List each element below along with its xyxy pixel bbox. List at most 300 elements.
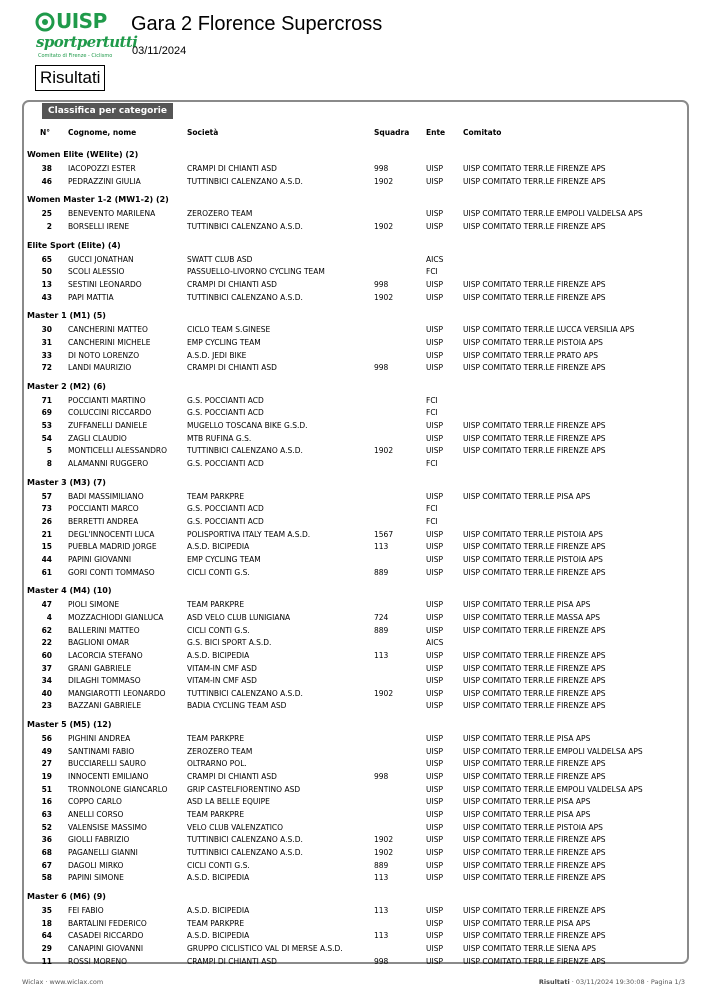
cell-com: UISP COMITATO TERR.LE FIRENZE APS [463, 847, 606, 857]
cell-n: 21 [41, 529, 52, 539]
cell-com: UISP COMITATO TERR.LE FIRENZE APS [463, 688, 606, 698]
table-row [0, 529, 707, 541]
cell-n: 29 [41, 943, 52, 953]
cell-sq: 1902 [374, 292, 394, 302]
cell-ente: UISP [426, 822, 443, 832]
table-row [0, 503, 707, 515]
cell-n: 30 [41, 325, 52, 335]
cell-name: TRONNOLONE GIANCARLO [68, 784, 168, 794]
cell-ente: UISP [426, 734, 443, 744]
cell-name: PUEBLA MADRID JORGE [68, 542, 157, 552]
cell-n: 8 [46, 459, 52, 469]
table-row [0, 337, 707, 349]
table-row [0, 362, 707, 374]
cell-ente: UISP [426, 363, 443, 373]
col-num: N° [40, 128, 51, 137]
table-row [0, 834, 707, 846]
cell-com: UISP COMITATO TERR.LE EMPOLI VALDELSA APS [463, 746, 643, 756]
cell-name: POCCIANTI MARCO [68, 504, 139, 514]
cell-ente: UISP [426, 847, 443, 857]
cell-n: 58 [41, 873, 52, 883]
cell-ente: UISP [426, 835, 443, 845]
cell-n: 23 [41, 701, 52, 711]
cell-ente: UISP [426, 772, 443, 782]
cell-name: ALAMANNI RUGGERO [68, 459, 149, 469]
cell-n: 53 [41, 421, 52, 431]
cell-soc: CRAMPI DI CHIANTI ASD [187, 164, 277, 173]
table-header [0, 128, 707, 140]
cell-ente: UISP [426, 663, 443, 673]
cell-ente: UISP [426, 797, 443, 807]
cell-ente: UISP [426, 325, 443, 335]
table-row [0, 516, 707, 528]
cell-n: 13 [41, 279, 52, 289]
cell-soc: EMP CYCLING TEAM [187, 337, 261, 347]
cell-n: 15 [41, 542, 52, 552]
cell-name: CANAPINI GIOVANNI [68, 943, 144, 953]
table-row [0, 771, 707, 783]
table-row [0, 567, 707, 579]
cell-n: 47 [41, 600, 52, 610]
cell-soc: TEAM PARKPRE [187, 810, 245, 819]
cell-name: PIGHINI ANDREA [68, 734, 131, 744]
cell-n: 36 [41, 835, 52, 845]
cell-ente: UISP [426, 625, 443, 635]
cell-name: MOZZACHIODI GIANLUCA [68, 612, 164, 622]
cell-ente: UISP [426, 421, 443, 431]
cell-soc: SWATT CLUB ASD [187, 254, 253, 264]
cell-soc: A.S.D. BICIPEDIA [187, 905, 250, 915]
cell-soc: CRAMPI DI CHIANTI ASD [187, 279, 277, 289]
cell-soc: MUGELLO TOSCANA BIKE G.S.D. [187, 421, 308, 431]
cell-soc: A.S.D. JEDI BIKE [187, 350, 247, 360]
cell-n: 26 [41, 517, 52, 526]
cell-soc: CICLI CONTI G.S. [187, 625, 250, 635]
cell-com: UISP COMITATO TERR.LE PISTOIA APS [463, 822, 603, 832]
cell-soc: TUTTINBICI CALENZANO A.S.D. [187, 688, 303, 698]
cell-soc: TUTTINBICI CALENZANO A.S.D. [187, 292, 303, 302]
table-row [0, 266, 707, 278]
cell-com: UISP COMITATO TERR.LE PISTOIA APS [463, 529, 603, 539]
cell-ente: UISP [426, 337, 443, 347]
cell-name: GRANI GABRIELE [68, 663, 132, 673]
cell-n: 27 [41, 759, 52, 769]
cell-soc: GRUPPO CICLISTICO VAL DI MERSE A.S.D. [187, 943, 343, 953]
cell-sq: 1902 [374, 688, 394, 698]
cell-name: SCOLI ALESSIO [68, 267, 125, 277]
table-row [0, 860, 707, 872]
table-row [0, 918, 707, 930]
col-ente: Ente [426, 128, 446, 137]
cell-soc: ZEROZERO TEAM [187, 209, 253, 219]
cell-name: BADI MASSIMILIANO [68, 491, 144, 501]
table-row [0, 796, 707, 808]
cell-ente: UISP [426, 943, 443, 953]
table-row [0, 784, 707, 796]
footer-right [539, 978, 685, 986]
cell-ente: FCI [426, 395, 438, 405]
cell-com: UISP COMITATO TERR.LE FIRENZE APS [463, 701, 606, 711]
cell-com: UISP COMITATO TERR.LE FIRENZE APS [463, 421, 606, 431]
cell-com: UISP COMITATO TERR.LE PISA APS [463, 600, 591, 610]
cell-n: 54 [41, 433, 52, 443]
cell-name: GORI CONTI TOMMASO [68, 567, 155, 577]
cell-soc: ZEROZERO TEAM [187, 746, 253, 756]
cell-soc: TEAM PARKPRE [187, 918, 245, 928]
cell-com: UISP COMITATO TERR.LE FIRENZE APS [463, 279, 606, 289]
cell-sq: 1902 [374, 221, 394, 231]
table-row [0, 612, 707, 624]
cell-ente: UISP [426, 350, 443, 360]
table-row [0, 541, 707, 553]
table-row [0, 163, 707, 175]
cell-ente: UISP [426, 433, 443, 443]
cell-n: 51 [41, 784, 52, 794]
logo-subtitle: Comitato di Firenze - Ciclismo [38, 53, 113, 59]
cell-name: GIOLLI FABRIZIO [68, 835, 130, 845]
category-title: Master 3 (M3) (7) [27, 477, 106, 487]
cell-ente: UISP [426, 612, 443, 622]
cell-sq: 998 [374, 279, 389, 289]
uisp-swirl-icon [34, 11, 56, 33]
table-row [0, 279, 707, 291]
cell-ente: UISP [426, 931, 443, 941]
cell-n: 11 [41, 956, 52, 966]
cell-soc: G.S. POCCIANTI ACD [187, 504, 264, 514]
footer-left: Wiclax · www.wiclax.com [22, 978, 104, 986]
cell-name: INNOCENTI EMILIANO [68, 772, 149, 782]
cell-name: PAGANELLI GIANNI [68, 847, 138, 857]
cell-soc: G.S. POCCIANTI ACD [187, 517, 264, 526]
cell-soc: TUTTINBICI CALENZANO A.S.D. [187, 176, 303, 186]
cell-name: FEI FABIO [68, 905, 104, 915]
cell-n: 19 [41, 772, 52, 782]
cell-com: UISP COMITATO TERR.LE PISTOIA APS [463, 554, 603, 564]
cell-ente: FCI [426, 504, 438, 514]
cell-soc: TUTTINBICI CALENZANO A.S.D. [187, 835, 303, 845]
cell-ente: UISP [426, 292, 443, 302]
cell-n: 52 [41, 822, 52, 832]
category-title: Master 5 (M5) (12) [27, 720, 112, 730]
category-title: Women Elite (WElite) (2) [27, 150, 139, 159]
panel-tab: Classifica per categorie [42, 103, 173, 119]
cell-name: PAPI MATTIA [68, 292, 114, 302]
col-society: Società [187, 128, 219, 137]
cell-ente: UISP [426, 701, 443, 711]
cell-com: UISP COMITATO TERR.LE FIRENZE APS [463, 164, 606, 173]
col-name: Cognome, nome [68, 128, 137, 137]
cell-name: DAGOLI MIRKO [68, 860, 124, 870]
cell-ente: UISP [426, 650, 443, 660]
cell-soc: CICLO TEAM S.GINESE [187, 325, 271, 335]
cell-soc: TUTTINBICI CALENZANO A.S.D. [187, 221, 303, 231]
cell-ente: FCI [426, 517, 438, 526]
cell-name: ZUFFANELLI DANIELE [68, 421, 148, 431]
cell-soc: BADIA CYCLING TEAM ASD [187, 701, 287, 711]
cell-sq: 1902 [374, 835, 394, 845]
cell-name: MANGIAROTTI LEONARDO [68, 688, 166, 698]
table-row [0, 733, 707, 745]
table-row [0, 407, 707, 419]
cell-soc: EMP CYCLING TEAM [187, 554, 261, 564]
cell-n: 18 [41, 918, 52, 928]
cell-name: LANDI MAURIZIO [68, 363, 132, 373]
cell-ente: UISP [426, 446, 443, 456]
table-row [0, 943, 707, 955]
cell-ente: UISP [426, 491, 443, 501]
cell-name: IACOPOZZI ESTER [68, 164, 136, 173]
cell-com: UISP COMITATO TERR.LE FIRENZE APS [463, 446, 606, 456]
category-title: Master 6 (M6) (9) [27, 891, 106, 901]
cell-n: 33 [41, 350, 52, 360]
table-row [0, 746, 707, 758]
table-row [0, 420, 707, 432]
cell-soc: CRAMPI DI CHIANTI ASD [187, 772, 277, 782]
cell-soc: G.S. POCCIANTI ACD [187, 459, 264, 469]
cell-n: 62 [41, 625, 52, 635]
cell-com: UISP COMITATO TERR.LE PISA APS [463, 918, 591, 928]
cell-sq: 113 [374, 650, 389, 660]
cell-soc: CICLI CONTI G.S. [187, 567, 250, 577]
cell-n: 22 [41, 638, 52, 648]
cell-ente: UISP [426, 810, 443, 819]
table-row [0, 905, 707, 917]
cell-com: UISP COMITATO TERR.LE FIRENZE APS [463, 676, 606, 686]
cell-n: 65 [41, 254, 52, 264]
cell-com: UISP COMITATO TERR.LE PISA APS [463, 810, 591, 819]
table-row [0, 650, 707, 662]
cell-sq: 889 [374, 625, 389, 635]
cell-sq: 113 [374, 905, 389, 915]
cell-name: DILAGHI TOMMASO [68, 676, 141, 686]
cell-com: UISP COMITATO TERR.LE SIENA APS [463, 943, 597, 953]
cell-soc: CRAMPI DI CHIANTI ASD [187, 956, 277, 966]
cell-n: 16 [41, 797, 52, 807]
cell-n: 31 [41, 337, 52, 347]
cell-com: UISP COMITATO TERR.LE EMPOLI VALDELSA APS [463, 209, 643, 219]
cell-name: MONTICELLI ALESSANDRO [68, 446, 168, 456]
col-committee: Comitato [463, 128, 502, 137]
table-row [0, 822, 707, 834]
cell-name: SESTINI LEONARDO [68, 279, 142, 289]
cell-com: UISP COMITATO TERR.LE PISA APS [463, 797, 591, 807]
cell-n: 49 [41, 746, 52, 756]
cell-name: SANTINAMI FABIO [68, 746, 135, 756]
category-title: Master 4 (M4) (10) [27, 586, 112, 596]
logo-name: UISP [56, 9, 107, 33]
cell-com: UISP COMITATO TERR.LE FIRENZE APS [463, 956, 606, 966]
cell-n: 72 [41, 363, 52, 373]
cell-name: POCCIANTI MARTINO [68, 395, 146, 405]
cell-name: VALENSISE MASSIMO [68, 822, 147, 832]
cell-soc: A.S.D. BICIPEDIA [187, 542, 250, 552]
cell-n: 73 [41, 504, 52, 514]
cell-com: UISP COMITATO TERR.LE PISA APS [463, 734, 591, 744]
cell-ente: UISP [426, 688, 443, 698]
cell-ente: UISP [426, 529, 443, 539]
cell-soc: MTB RUFINA G.S. [187, 433, 252, 443]
cell-ente: UISP [426, 873, 443, 883]
cell-n: 50 [41, 267, 52, 277]
table-row [0, 554, 707, 566]
cell-ente: UISP [426, 600, 443, 610]
cell-ente: UISP [426, 784, 443, 794]
table-row [0, 809, 707, 821]
table-row [0, 458, 707, 470]
cell-ente: UISP [426, 956, 443, 966]
cell-com: UISP COMITATO TERR.LE FIRENZE APS [463, 292, 606, 302]
cell-sq: 889 [374, 860, 389, 870]
cell-n: 5 [46, 446, 52, 456]
table-row [0, 599, 707, 611]
cell-n: 60 [41, 650, 52, 660]
table-row [0, 663, 707, 675]
table-row [0, 445, 707, 457]
cell-soc: TEAM PARKPRE [187, 491, 245, 501]
cell-com: UISP COMITATO TERR.LE LUCCA VERSILIA APS [463, 325, 635, 335]
cell-ente: UISP [426, 567, 443, 577]
table-row [0, 625, 707, 637]
cell-com: UISP COMITATO TERR.LE FIRENZE APS [463, 873, 606, 883]
cell-sq: 113 [374, 542, 389, 552]
cell-name: CASADEI RICCARDO [68, 931, 144, 941]
cell-sq: 724 [374, 612, 389, 622]
cell-ente: UISP [426, 164, 443, 173]
cell-name: COLUCCINI RICCARDO [68, 408, 152, 418]
cell-sq: 1902 [374, 176, 394, 186]
cell-ente: UISP [426, 542, 443, 552]
page-title: Gara 2 Florence Supercross [131, 13, 383, 35]
cell-name: ANELLI CORSO [68, 810, 124, 819]
cell-ente: UISP [426, 221, 443, 231]
table-row [0, 350, 707, 362]
cell-com: UISP COMITATO TERR.LE FIRENZE APS [463, 931, 606, 941]
cell-name: BALLERINI MATTEO [68, 625, 140, 635]
cell-com: UISP COMITATO TERR.LE FIRENZE APS [463, 650, 606, 660]
cell-name: LACORCIA STEFANO [68, 650, 143, 660]
table-row [0, 872, 707, 884]
cell-ente: UISP [426, 176, 443, 186]
cell-ente: FCI [426, 459, 438, 469]
cell-ente: UISP [426, 905, 443, 915]
table-row [0, 433, 707, 445]
cell-ente: FCI [426, 267, 438, 277]
footer-info: · 03/11/2024 19:30:08 · Pagina 1/3 [569, 978, 685, 986]
cell-name: ROSSI MORENO [68, 956, 128, 966]
col-team: Squadra [374, 128, 410, 137]
cell-sq: 998 [374, 956, 389, 966]
cell-soc: ASD LA BELLE EQUIPE [187, 797, 270, 807]
cell-ente: UISP [426, 554, 443, 564]
cell-soc: VITAM-IN CMF ASD [187, 663, 257, 673]
cell-soc: A.S.D. BICIPEDIA [187, 931, 250, 941]
table-row [0, 847, 707, 859]
table-row [0, 176, 707, 188]
table-row [0, 395, 707, 407]
cell-n: 37 [41, 663, 52, 673]
cell-soc: VELO CLUB VALENZATICO [187, 822, 284, 832]
cell-com: UISP COMITATO TERR.LE FIRENZE APS [463, 567, 606, 577]
cell-sq: 113 [374, 931, 389, 941]
cell-name: CANCHERINI MATTEO [68, 325, 148, 335]
category-title: Women Master 1-2 (MW1-2) (2) [27, 195, 169, 205]
cell-name: BUCCIARELLI SAURO [68, 759, 146, 769]
cell-com: UISP COMITATO TERR.LE FIRENZE APS [463, 835, 606, 845]
cell-n: 4 [46, 612, 52, 622]
cell-sq: 998 [374, 772, 389, 782]
cell-com: UISP COMITATO TERR.LE FIRENZE APS [463, 772, 606, 782]
cell-ente: FCI [426, 408, 438, 418]
cell-n: 25 [41, 209, 52, 219]
cell-ente: AICS [426, 638, 444, 648]
cell-ente: UISP [426, 860, 443, 870]
cell-soc: PASSUELLO-LIVORNO CYCLING TEAM [187, 267, 325, 277]
cell-sq: 1902 [374, 446, 394, 456]
cell-com: UISP COMITATO TERR.LE FIRENZE APS [463, 759, 606, 769]
cell-soc: VITAM-IN CMF ASD [187, 676, 257, 686]
cell-com: UISP COMITATO TERR.LE PRATO APS [463, 350, 599, 360]
cell-n: 44 [41, 554, 52, 564]
cell-sq: 1567 [374, 529, 394, 539]
cell-n: 68 [41, 847, 52, 857]
cell-n: 71 [41, 395, 52, 405]
cell-n: 64 [41, 931, 52, 941]
cell-n: 40 [41, 688, 52, 698]
table-row [0, 208, 707, 220]
cell-name: DEGL'INNOCENTI LUCA [68, 529, 155, 539]
cell-com: UISP COMITATO TERR.LE FIRENZE APS [463, 542, 606, 552]
table-row [0, 930, 707, 942]
cell-name: BORSELLI IRENE [68, 221, 130, 231]
cell-name: PAPINI SIMONE [68, 873, 124, 883]
cell-com: UISP COMITATO TERR.LE FIRENZE APS [463, 363, 606, 373]
cell-soc: TUTTINBICI CALENZANO A.S.D. [187, 847, 303, 857]
cell-name: BAZZANI GABRIELE [68, 701, 142, 711]
category-title: Master 1 (M1) (5) [27, 311, 106, 321]
cell-sq: 889 [374, 567, 389, 577]
cell-sq: 998 [374, 164, 389, 173]
cell-soc: TUTTINBICI CALENZANO A.S.D. [187, 446, 303, 456]
cell-com: UISP COMITATO TERR.LE MASSA APS [463, 612, 600, 622]
cell-com: UISP COMITATO TERR.LE PISTOIA APS [463, 337, 603, 347]
table-row [0, 491, 707, 503]
cell-soc: ASD VELO CLUB LUNIGIANA [187, 612, 291, 622]
cell-n: 56 [41, 734, 52, 744]
cell-soc: TEAM PARKPRE [187, 734, 245, 744]
cell-name: CANCHERINI MICHELE [68, 337, 151, 347]
cell-soc: A.S.D. BICIPEDIA [187, 873, 250, 883]
cell-com: UISP COMITATO TERR.LE FIRENZE APS [463, 221, 606, 231]
table-row [0, 956, 707, 968]
cell-soc: CRAMPI DI CHIANTI ASD [187, 363, 277, 373]
cell-name: BAGLIONI OMAR [68, 638, 130, 648]
cell-com: UISP COMITATO TERR.LE FIRENZE APS [463, 905, 606, 915]
cell-name: ZAGLI CLAUDIO [68, 433, 127, 443]
event-date: 03/11/2024 [132, 45, 187, 57]
cell-n: 34 [41, 676, 52, 686]
cell-ente: UISP [426, 759, 443, 769]
cell-com: UISP COMITATO TERR.LE FIRENZE APS [463, 860, 606, 870]
cell-n: 63 [41, 810, 52, 819]
cell-soc: POLISPORTIVA ITALY TEAM A.S.D. [187, 529, 311, 539]
cell-name: PEDRAZZINI GIULIA [68, 176, 141, 186]
cell-sq: 113 [374, 873, 389, 883]
cell-com: UISP COMITATO TERR.LE FIRENZE APS [463, 625, 606, 635]
table-row [0, 324, 707, 336]
cell-com: UISP COMITATO TERR.LE FIRENZE APS [463, 176, 606, 186]
cell-com: UISP COMITATO TERR.LE EMPOLI VALDELSA APS [463, 784, 643, 794]
cell-com: UISP COMITATO TERR.LE FIRENZE APS [463, 433, 606, 443]
